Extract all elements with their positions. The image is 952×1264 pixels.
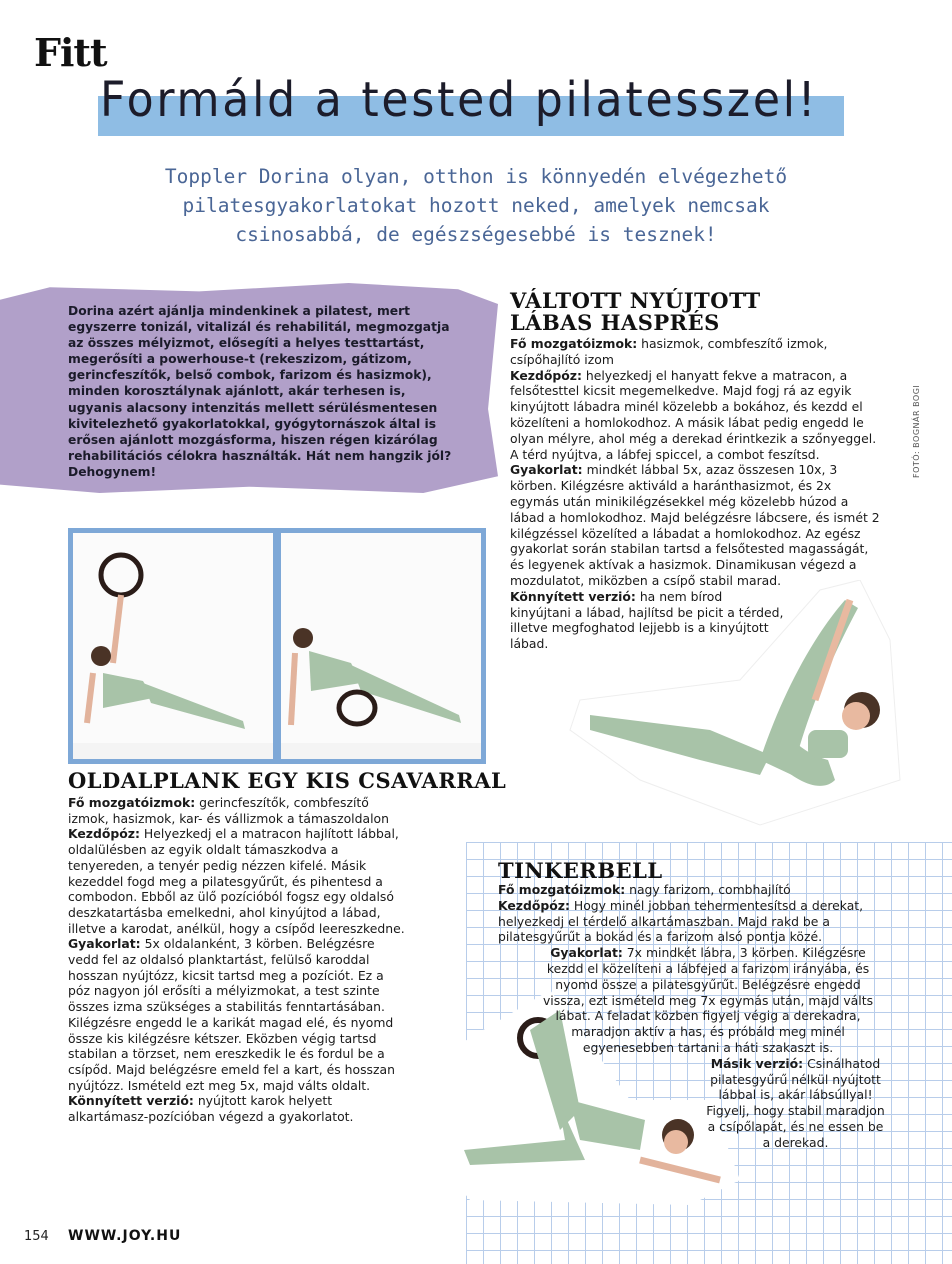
ex3-start-label: Kezdőpóz: (498, 897, 570, 913)
intro-text: Dorina azért ajánlja mindenkinek a pilatest, mert egyszerre tonizál, vitalizál és rehabilitál, megmozgatja az összes mélyizmot, elősegíti a helyes testtartást, megerősíti a powerhouse-t (rekeszizom, gátizom, gerincfeszítők, belső combok, farizom és hasizmok), minden korosztálynak ajánlott, akár terhesen is, ugyanis alacsony intenzitás mellett sérülésmentesen kivitelezhető gyakorlatokkal, gyógytornászok által is erősen ajánlott mozgásforma, hiszen régen kizárólag rehabilitációs célokra használták. Hát nem hangzik jól? Dehogynem! (68, 304, 452, 479)
exercise3-body (498, 882, 888, 1151)
ex3-exercise: 7x mindkét lábra, 3 körben. Kilégzésre kezdd el közelíteni a lábfejed a farizom irányába, és nyomd össze a pilatesgyűrűt. Belégzésre engedd vissza, ezt ismételd meg 7x egymás után, majd válts lábat. A feladat közben figyelj végig a derekadra, maradjon aktív a has, és próbáld meg minél egyenesebben tartani a háti szakaszt is. (542, 945, 874, 1055)
ex1-easy-label: Könnyített verzió: (510, 588, 636, 604)
page-number: 154 (24, 1229, 49, 1244)
ex2-easy: nyújtott karok helyett alkartámasz-pozícióban végezd a gyakorlatot. (68, 1093, 354, 1125)
photo-leg-crunch (560, 580, 912, 830)
section-label: Fitt (34, 30, 107, 75)
photo-credit: FOTÓ: BOGNÁR BOGI (912, 384, 921, 478)
ex3-other-label: Másik verzió: (710, 1055, 804, 1071)
ex1-easy: ha nem bírod kinyújtani a lábad, hajlítsd be picit a térded, illetve megfoghatod lejjebb is a kinyújtott lábad. (510, 588, 784, 652)
ex1-exercise-label: Gyakorlat: (510, 462, 583, 478)
ex1-start-label: Kezdőpóz: (510, 367, 582, 383)
ex3-other: Csinálhatod pilatesgyűrű nélkül nyújtott lábbal is, akár lábsúllyal! Figyelj, hogy stabil maradjon a csípőlapát, és ne essen be a derekad. (706, 1055, 885, 1150)
ex2-exercise-label: Gyakorlat: (68, 936, 141, 952)
page-title: Formáld a tested pilatesszel! (100, 72, 819, 128)
lead-paragraph: Toppler Dorina olyan, otthon is könnyedén elvégezhető pilatesgyakorlatokat hozott neked, amelyek nemcsak csinosabbá, de egészségesebbé is tesznek! (164, 165, 788, 246)
exercise3-title: TINKERBELL (498, 858, 663, 883)
ex1-muscles: hasizmok, combfeszítő izmok, csípőhajlító izom (510, 336, 828, 367)
ex2-muscles: gerincfeszítők, combfeszítő izmok, hasizmok, kar- és vállizmok a támaszoldalon (68, 795, 389, 826)
ex2-start: Helyezkedj el a matracon hajlított lábbal, oldalülésben az egyik oldalt támaszkodva a tenyereden, a tenyér pedig nézzen kifelé. Másik kezeddel fogd meg a pilatesgyűrűt, és pihentesd a combodon. Ebből az ülő pozícióból fogsz egy oldalsó deszkatartásba emelkedni, ahol kinyújtod a lábad, illetve a karodat, anélkül, hogy a csípőd leereszkedne. (68, 826, 405, 936)
photo-side-plank-up (68, 528, 278, 764)
exercise1-title: VÁLTOTT NYÚJTOTT LÁBAS HASPRÉS (510, 288, 761, 335)
ex3-muscles-label: Fő mozgatóizmok: (498, 882, 626, 897)
ex2-muscles-label: Fő mozgatóizmok: (68, 795, 196, 810)
exercise2-body (68, 795, 408, 1125)
footer-url[interactable]: WWW.JOY.HU (68, 1228, 182, 1244)
ex2-easy-label: Könnyített verzió: (68, 1093, 194, 1109)
ex1-exercise: mindkét lábbal 5x, azaz összesen 10x, 3 körben. Kilégzésre aktiváld a haránthasizmot, és 2x egymás után minikilégzésekkel még közelebb húzod a lábad a homlokodhoz. Majd belégzésre lábcsere, és ismét 2 kilégzéssel közelíted a lábadat a homlokodhoz. Az egész gyakorlat során stabilan tartsd a felsőtested magasságát, és legyenek aktívak a hasizmok. Dinamikusan végezd a mozdulatot, miközben a csípő stabil marad. (510, 462, 880, 588)
ex2-exercise: 5x oldalanként, 3 körben. Belégzésre vedd fel az oldalsó planktartást, felülső karoddal hosszan nyújtózz, kicsit tartsd meg a pozíciót. Ez a póz nagyon jól erősíti a mélyizmokat, a test szinte összes izma szükséges a stabilitás fenntartásában. Kilégzésre engedd le a karikát magad elé, és nyomd össze kis kilégzésre kétszer. Eközben végig tartsd stabilan a törzset, nem ereszkedik le és fordul be a csípőd. Majd belégzésre emeld fel a kart, és hosszan nyújtózz. Ismételd ezt meg 5x, majd válts oldalt. (68, 936, 395, 1093)
ex1-muscles-label: Fő mozgatóizmok: (510, 336, 638, 351)
ex3-muscles: nagy farizom, combhajlító (625, 882, 791, 897)
ex2-start-label: Kezdőpóz: (68, 826, 140, 842)
ex3-start: Hogy minél jobban tehermentesítsd a derekat, helyezkedj el térdelő alkartámaszban. Majd rakd be a pilatesgyűrűt a bokád és a farizom alsó pontja közé. (498, 897, 864, 945)
ex1-start: helyezkedj el hanyatt fekve a matracon, a felsőtesttel kicsit megemelkedve. Majd fogj rá az egyik kinyújtott lábadra minél közelebb a bokához, és kezdd el közelíteni a homlokodhoz. A másik lábat pedig engedd le olyan mélyre, ahol még a derekad érintkezik a szőnyeggel. A térd nyújtva, a lábfej spiccel, a combot feszítsd. (510, 367, 877, 462)
photo-side-plank-ring (276, 528, 486, 764)
ex3-exercise-label: Gyakorlat: (550, 945, 623, 961)
exercise2-title: OLDALPLANK EGY KIS CSAVARRAL (68, 768, 507, 793)
